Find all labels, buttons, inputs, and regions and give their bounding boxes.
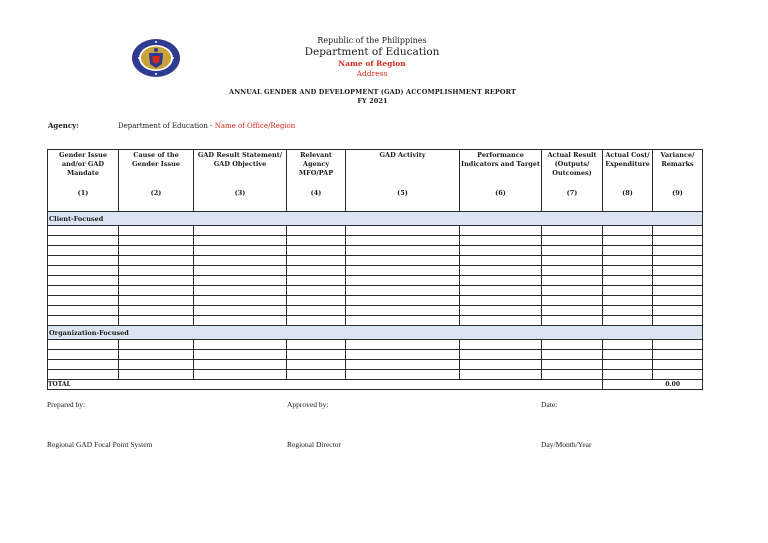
- col-header-gad-activity: GAD Activity (5): [346, 150, 460, 212]
- table-row: [48, 236, 703, 246]
- table-row: [48, 360, 703, 370]
- prepared-by-label: Prepared by:: [47, 400, 86, 409]
- col-header-mfo-pap: Relevant Agency MFO/PAP (4): [287, 150, 346, 212]
- section-row-client: [48, 212, 703, 226]
- total-row: [48, 380, 703, 390]
- section-label-client: Client-Focused: [48, 212, 703, 226]
- department-name: Department of Education: [304, 46, 440, 58]
- col-header-performance-indicators: Performance Indicators and Target (6): [460, 150, 542, 212]
- table-row: [48, 286, 703, 296]
- approved-role: Regional Director: [287, 440, 341, 449]
- table-row: [48, 316, 703, 326]
- table-row: [48, 306, 703, 316]
- prepared-role: Regional GAD Focal Point System: [47, 440, 153, 449]
- letterhead: [232, 36, 512, 79]
- region-name: Name of Region: [338, 59, 406, 68]
- table-row: [48, 370, 703, 380]
- col-header-gender-issue: Gender Issue and/or GAD Mandate (1): [48, 150, 119, 212]
- table-header-row: [48, 150, 703, 212]
- agency-value: Department of Education -: [118, 122, 215, 130]
- fiscal-year: FY 2021: [357, 97, 388, 105]
- col-header-actual-result: Actual Result (Outputs/ Outcomes) (7): [542, 150, 603, 212]
- table-row: [48, 266, 703, 276]
- deped-seal-logo: [130, 38, 182, 78]
- agency-office: Name of Office/Region: [214, 122, 296, 130]
- section-row-organization: [48, 326, 703, 340]
- table-row: [48, 350, 703, 360]
- table-row: [48, 256, 703, 266]
- table-row: [48, 296, 703, 306]
- report-title-block: [190, 88, 555, 106]
- accomplishment-table: [47, 149, 703, 390]
- approved-by-label: Approved by:: [287, 400, 329, 409]
- col-header-cause: Cause of the Gender Issue (2): [119, 150, 194, 212]
- table-row: [48, 276, 703, 286]
- report-title: ANNUAL GENDER AND DEVELOPMENT (GAD) ACCOMPLISHMENT REPORT: [229, 88, 516, 96]
- address-text: Address: [356, 69, 388, 78]
- table-row: [48, 226, 703, 236]
- total-value: 0.00: [603, 380, 703, 390]
- republic-text: Republic of the Philippines: [317, 36, 427, 45]
- agency-label: Agency:: [48, 121, 79, 130]
- table-row: [48, 340, 703, 350]
- col-header-variance: Variance/ Remarks (9): [653, 150, 703, 212]
- agency-line: [48, 121, 468, 131]
- table-row: [48, 246, 703, 256]
- total-label: TOTAL: [48, 380, 603, 390]
- date-format: Day/Month/Year: [541, 440, 592, 449]
- section-label-organization: Organization-Focused: [48, 326, 703, 340]
- date-label: Date:: [541, 400, 558, 409]
- col-header-actual-cost: Actual Cost/ Expenditure (8): [603, 150, 653, 212]
- col-header-result-statement: GAD Result Statement/ GAD Objective (3): [194, 150, 287, 212]
